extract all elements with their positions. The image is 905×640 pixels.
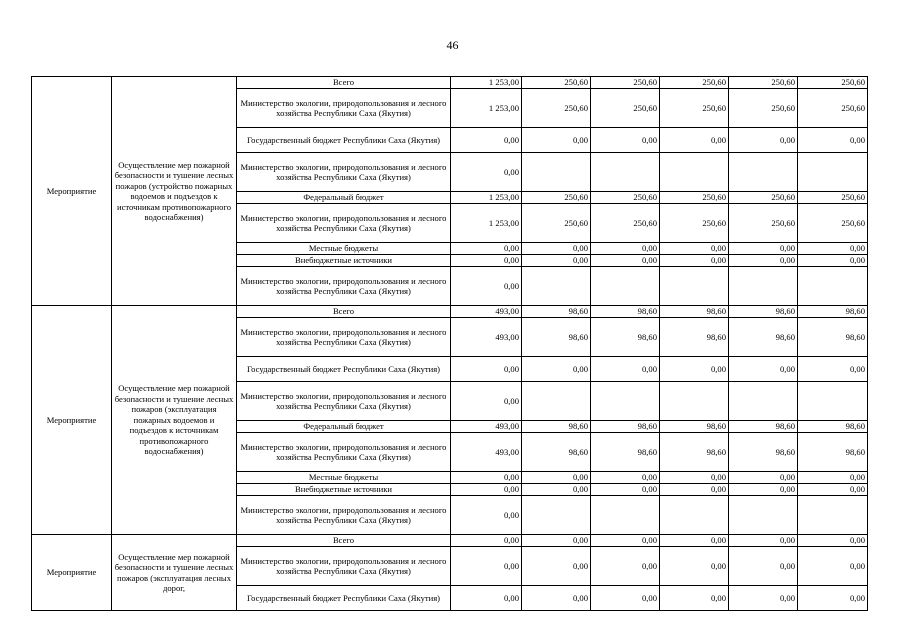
table-row <box>32 77 868 89</box>
year-amount-cell: 0,00 <box>729 472 798 484</box>
year-amount-cell: 0,00 <box>522 255 591 267</box>
total-amount-cell: 0,00 <box>451 472 522 484</box>
funding-source-cell: Министерство экологии, природопользования и лесного хозяйства Республики Саха (Якутия) <box>237 496 451 535</box>
year-amount-cell: 0,00 <box>798 243 868 255</box>
year-amount-cell: 0,00 <box>591 472 660 484</box>
year-amount-cell: 98,60 <box>591 318 660 357</box>
year-amount-cell: 0,00 <box>660 128 729 153</box>
budget-table-body <box>32 77 868 611</box>
activity-type-cell: Мероприятие <box>32 535 112 611</box>
year-amount-cell: 250,60 <box>522 89 591 128</box>
year-amount-cell: 0,00 <box>522 586 591 611</box>
year-amount-cell: 250,60 <box>591 89 660 128</box>
year-amount-cell: 98,60 <box>522 433 591 472</box>
year-amount-cell: 98,60 <box>522 306 591 318</box>
year-amount-cell: 0,00 <box>729 535 798 547</box>
year-amount-cell: 250,60 <box>522 204 591 243</box>
year-amount-cell: 0,00 <box>729 586 798 611</box>
year-amount-cell: 250,60 <box>729 89 798 128</box>
year-amount-cell <box>522 496 591 535</box>
year-amount-cell: 0,00 <box>798 472 868 484</box>
year-amount-cell: 0,00 <box>729 243 798 255</box>
total-amount-cell: 493,00 <box>451 306 522 318</box>
year-amount-cell: 0,00 <box>660 547 729 586</box>
year-amount-cell <box>591 267 660 306</box>
year-amount-cell: 0,00 <box>660 255 729 267</box>
year-amount-cell: 0,00 <box>660 357 729 382</box>
year-amount-cell: 0,00 <box>522 547 591 586</box>
year-amount-cell: 98,60 <box>660 318 729 357</box>
year-amount-cell: 250,60 <box>591 192 660 204</box>
year-amount-cell: 250,60 <box>660 192 729 204</box>
funding-source-cell: Министерство экологии, природопользования и лесного хозяйства Республики Саха (Якутия) <box>237 153 451 192</box>
year-amount-cell: 0,00 <box>798 586 868 611</box>
funding-source-cell: Местные бюджеты <box>237 472 451 484</box>
year-amount-cell: 98,60 <box>591 306 660 318</box>
year-amount-cell: 98,60 <box>798 306 868 318</box>
year-amount-cell: 250,60 <box>660 89 729 128</box>
year-amount-cell <box>660 153 729 192</box>
year-amount-cell: 0,00 <box>591 243 660 255</box>
total-amount-cell: 1 253,00 <box>451 89 522 128</box>
funding-source-cell: Внебюджетные источники <box>237 484 451 496</box>
activity-type-cell: Мероприятие <box>32 306 112 535</box>
year-amount-cell <box>522 382 591 421</box>
year-amount-cell: 98,60 <box>729 306 798 318</box>
funding-source-cell: Всего <box>237 77 451 89</box>
year-amount-cell <box>798 153 868 192</box>
funding-source-cell: Всего <box>237 535 451 547</box>
total-amount-cell: 0,00 <box>451 496 522 535</box>
year-amount-cell <box>798 267 868 306</box>
total-amount-cell: 0,00 <box>451 484 522 496</box>
year-amount-cell: 250,60 <box>591 204 660 243</box>
year-amount-cell: 0,00 <box>660 586 729 611</box>
year-amount-cell: 0,00 <box>522 484 591 496</box>
funding-source-cell: Всего <box>237 306 451 318</box>
year-amount-cell: 0,00 <box>729 484 798 496</box>
year-amount-cell <box>729 382 798 421</box>
year-amount-cell: 98,60 <box>729 421 798 433</box>
total-amount-cell: 0,00 <box>451 535 522 547</box>
budget-table <box>31 76 868 611</box>
year-amount-cell <box>729 153 798 192</box>
year-amount-cell: 98,60 <box>660 421 729 433</box>
year-amount-cell: 0,00 <box>798 255 868 267</box>
funding-source-cell: Государственный бюджет Республики Саха (Якутия) <box>237 586 451 611</box>
funding-source-cell: Государственный бюджет Республики Саха (Якутия) <box>237 357 451 382</box>
total-amount-cell: 1 253,00 <box>451 192 522 204</box>
funding-source-cell: Министерство экологии, природопользования и лесного хозяйства Республики Саха (Якутия) <box>237 433 451 472</box>
year-amount-cell <box>660 267 729 306</box>
year-amount-cell: 98,60 <box>729 318 798 357</box>
year-amount-cell: 0,00 <box>798 547 868 586</box>
year-amount-cell: 0,00 <box>660 243 729 255</box>
year-amount-cell <box>798 496 868 535</box>
year-amount-cell: 98,60 <box>660 306 729 318</box>
funding-source-cell: Федеральный бюджет <box>237 421 451 433</box>
year-amount-cell: 250,60 <box>660 77 729 89</box>
year-amount-cell <box>591 496 660 535</box>
year-amount-cell: 0,00 <box>660 472 729 484</box>
activity-name-cell: Осуществление мер пожарной безопасности и тушение лесных пожаров (эксплуатация пожарных водоемов и подъездов к источникам противопожарного водоснабжения) <box>112 306 237 535</box>
year-amount-cell: 0,00 <box>798 535 868 547</box>
funding-source-cell: Федеральный бюджет <box>237 192 451 204</box>
total-amount-cell: 493,00 <box>451 421 522 433</box>
year-amount-cell: 98,60 <box>522 318 591 357</box>
year-amount-cell <box>660 496 729 535</box>
year-amount-cell <box>591 153 660 192</box>
total-amount-cell: 0,00 <box>451 243 522 255</box>
funding-source-cell: Министерство экологии, природопользования и лесного хозяйства Республики Саха (Якутия) <box>237 204 451 243</box>
total-amount-cell: 0,00 <box>451 547 522 586</box>
year-amount-cell: 98,60 <box>798 318 868 357</box>
year-amount-cell: 0,00 <box>798 128 868 153</box>
year-amount-cell: 0,00 <box>660 484 729 496</box>
year-amount-cell: 0,00 <box>591 547 660 586</box>
table-row <box>32 306 868 318</box>
year-amount-cell <box>798 382 868 421</box>
total-amount-cell: 0,00 <box>451 586 522 611</box>
year-amount-cell: 250,60 <box>798 192 868 204</box>
year-amount-cell: 98,60 <box>591 421 660 433</box>
year-amount-cell: 0,00 <box>591 586 660 611</box>
funding-source-cell: Министерство экологии, природопользования и лесного хозяйства Республики Саха (Якутия) <box>237 89 451 128</box>
funding-source-cell: Министерство экологии, природопользования и лесного хозяйства Республики Саха (Якутия) <box>237 267 451 306</box>
year-amount-cell: 0,00 <box>522 535 591 547</box>
total-amount-cell: 0,00 <box>451 382 522 421</box>
year-amount-cell: 98,60 <box>798 433 868 472</box>
year-amount-cell: 250,60 <box>660 204 729 243</box>
year-amount-cell: 250,60 <box>591 77 660 89</box>
activity-name-cell: Осуществление мер пожарной безопасности и тушение лесных пожаров (эксплуатация лесных дорог, <box>112 535 237 611</box>
total-amount-cell: 0,00 <box>451 267 522 306</box>
year-amount-cell: 250,60 <box>522 192 591 204</box>
funding-source-cell: Местные бюджеты <box>237 243 451 255</box>
activity-type-cell: Мероприятие <box>32 77 112 306</box>
year-amount-cell: 98,60 <box>729 433 798 472</box>
year-amount-cell: 0,00 <box>591 535 660 547</box>
year-amount-cell: 0,00 <box>729 547 798 586</box>
year-amount-cell: 0,00 <box>591 357 660 382</box>
year-amount-cell: 0,00 <box>729 255 798 267</box>
year-amount-cell: 250,60 <box>729 77 798 89</box>
funding-source-cell: Министерство экологии, природопользования и лесного хозяйства Республики Саха (Якутия) <box>237 382 451 421</box>
total-amount-cell: 1 253,00 <box>451 204 522 243</box>
year-amount-cell: 250,60 <box>729 204 798 243</box>
year-amount-cell: 0,00 <box>798 484 868 496</box>
year-amount-cell: 0,00 <box>729 128 798 153</box>
year-amount-cell: 98,60 <box>798 421 868 433</box>
funding-source-cell: Министерство экологии, природопользования и лесного хозяйства Республики Саха (Якутия) <box>237 547 451 586</box>
year-amount-cell: 250,60 <box>522 77 591 89</box>
total-amount-cell: 493,00 <box>451 318 522 357</box>
total-amount-cell: 493,00 <box>451 433 522 472</box>
total-amount-cell: 0,00 <box>451 128 522 153</box>
funding-source-cell: Внебюджетные источники <box>237 255 451 267</box>
year-amount-cell: 0,00 <box>522 357 591 382</box>
page-number: 46 <box>446 38 459 52</box>
year-amount-cell: 250,60 <box>798 77 868 89</box>
activity-name-cell: Осуществление мер пожарной безопасности и тушение лесных пожаров (устройство пожарных водоемов и подъездов к источникам противопожарного водоснабжения) <box>112 77 237 306</box>
total-amount-cell: 1 253,00 <box>451 77 522 89</box>
year-amount-cell <box>522 153 591 192</box>
year-amount-cell <box>660 382 729 421</box>
year-amount-cell: 98,60 <box>522 421 591 433</box>
year-amount-cell: 0,00 <box>660 535 729 547</box>
year-amount-cell: 98,60 <box>591 433 660 472</box>
year-amount-cell: 0,00 <box>522 472 591 484</box>
year-amount-cell: 0,00 <box>522 128 591 153</box>
year-amount-cell <box>729 496 798 535</box>
year-amount-cell: 250,60 <box>729 192 798 204</box>
year-amount-cell <box>522 267 591 306</box>
year-amount-cell: 0,00 <box>522 243 591 255</box>
total-amount-cell: 0,00 <box>451 255 522 267</box>
funding-source-cell: Государственный бюджет Республики Саха (Якутия) <box>237 128 451 153</box>
year-amount-cell: 0,00 <box>729 357 798 382</box>
table-row <box>32 535 868 547</box>
year-amount-cell: 0,00 <box>591 484 660 496</box>
year-amount-cell: 0,00 <box>798 357 868 382</box>
total-amount-cell: 0,00 <box>451 357 522 382</box>
year-amount-cell <box>729 267 798 306</box>
year-amount-cell: 250,60 <box>798 89 868 128</box>
year-amount-cell: 98,60 <box>660 433 729 472</box>
year-amount-cell: 250,60 <box>798 204 868 243</box>
year-amount-cell: 0,00 <box>591 255 660 267</box>
year-amount-cell <box>591 382 660 421</box>
total-amount-cell: 0,00 <box>451 153 522 192</box>
year-amount-cell: 0,00 <box>591 128 660 153</box>
funding-source-cell: Министерство экологии, природопользования и лесного хозяйства Республики Саха (Якутия) <box>237 318 451 357</box>
